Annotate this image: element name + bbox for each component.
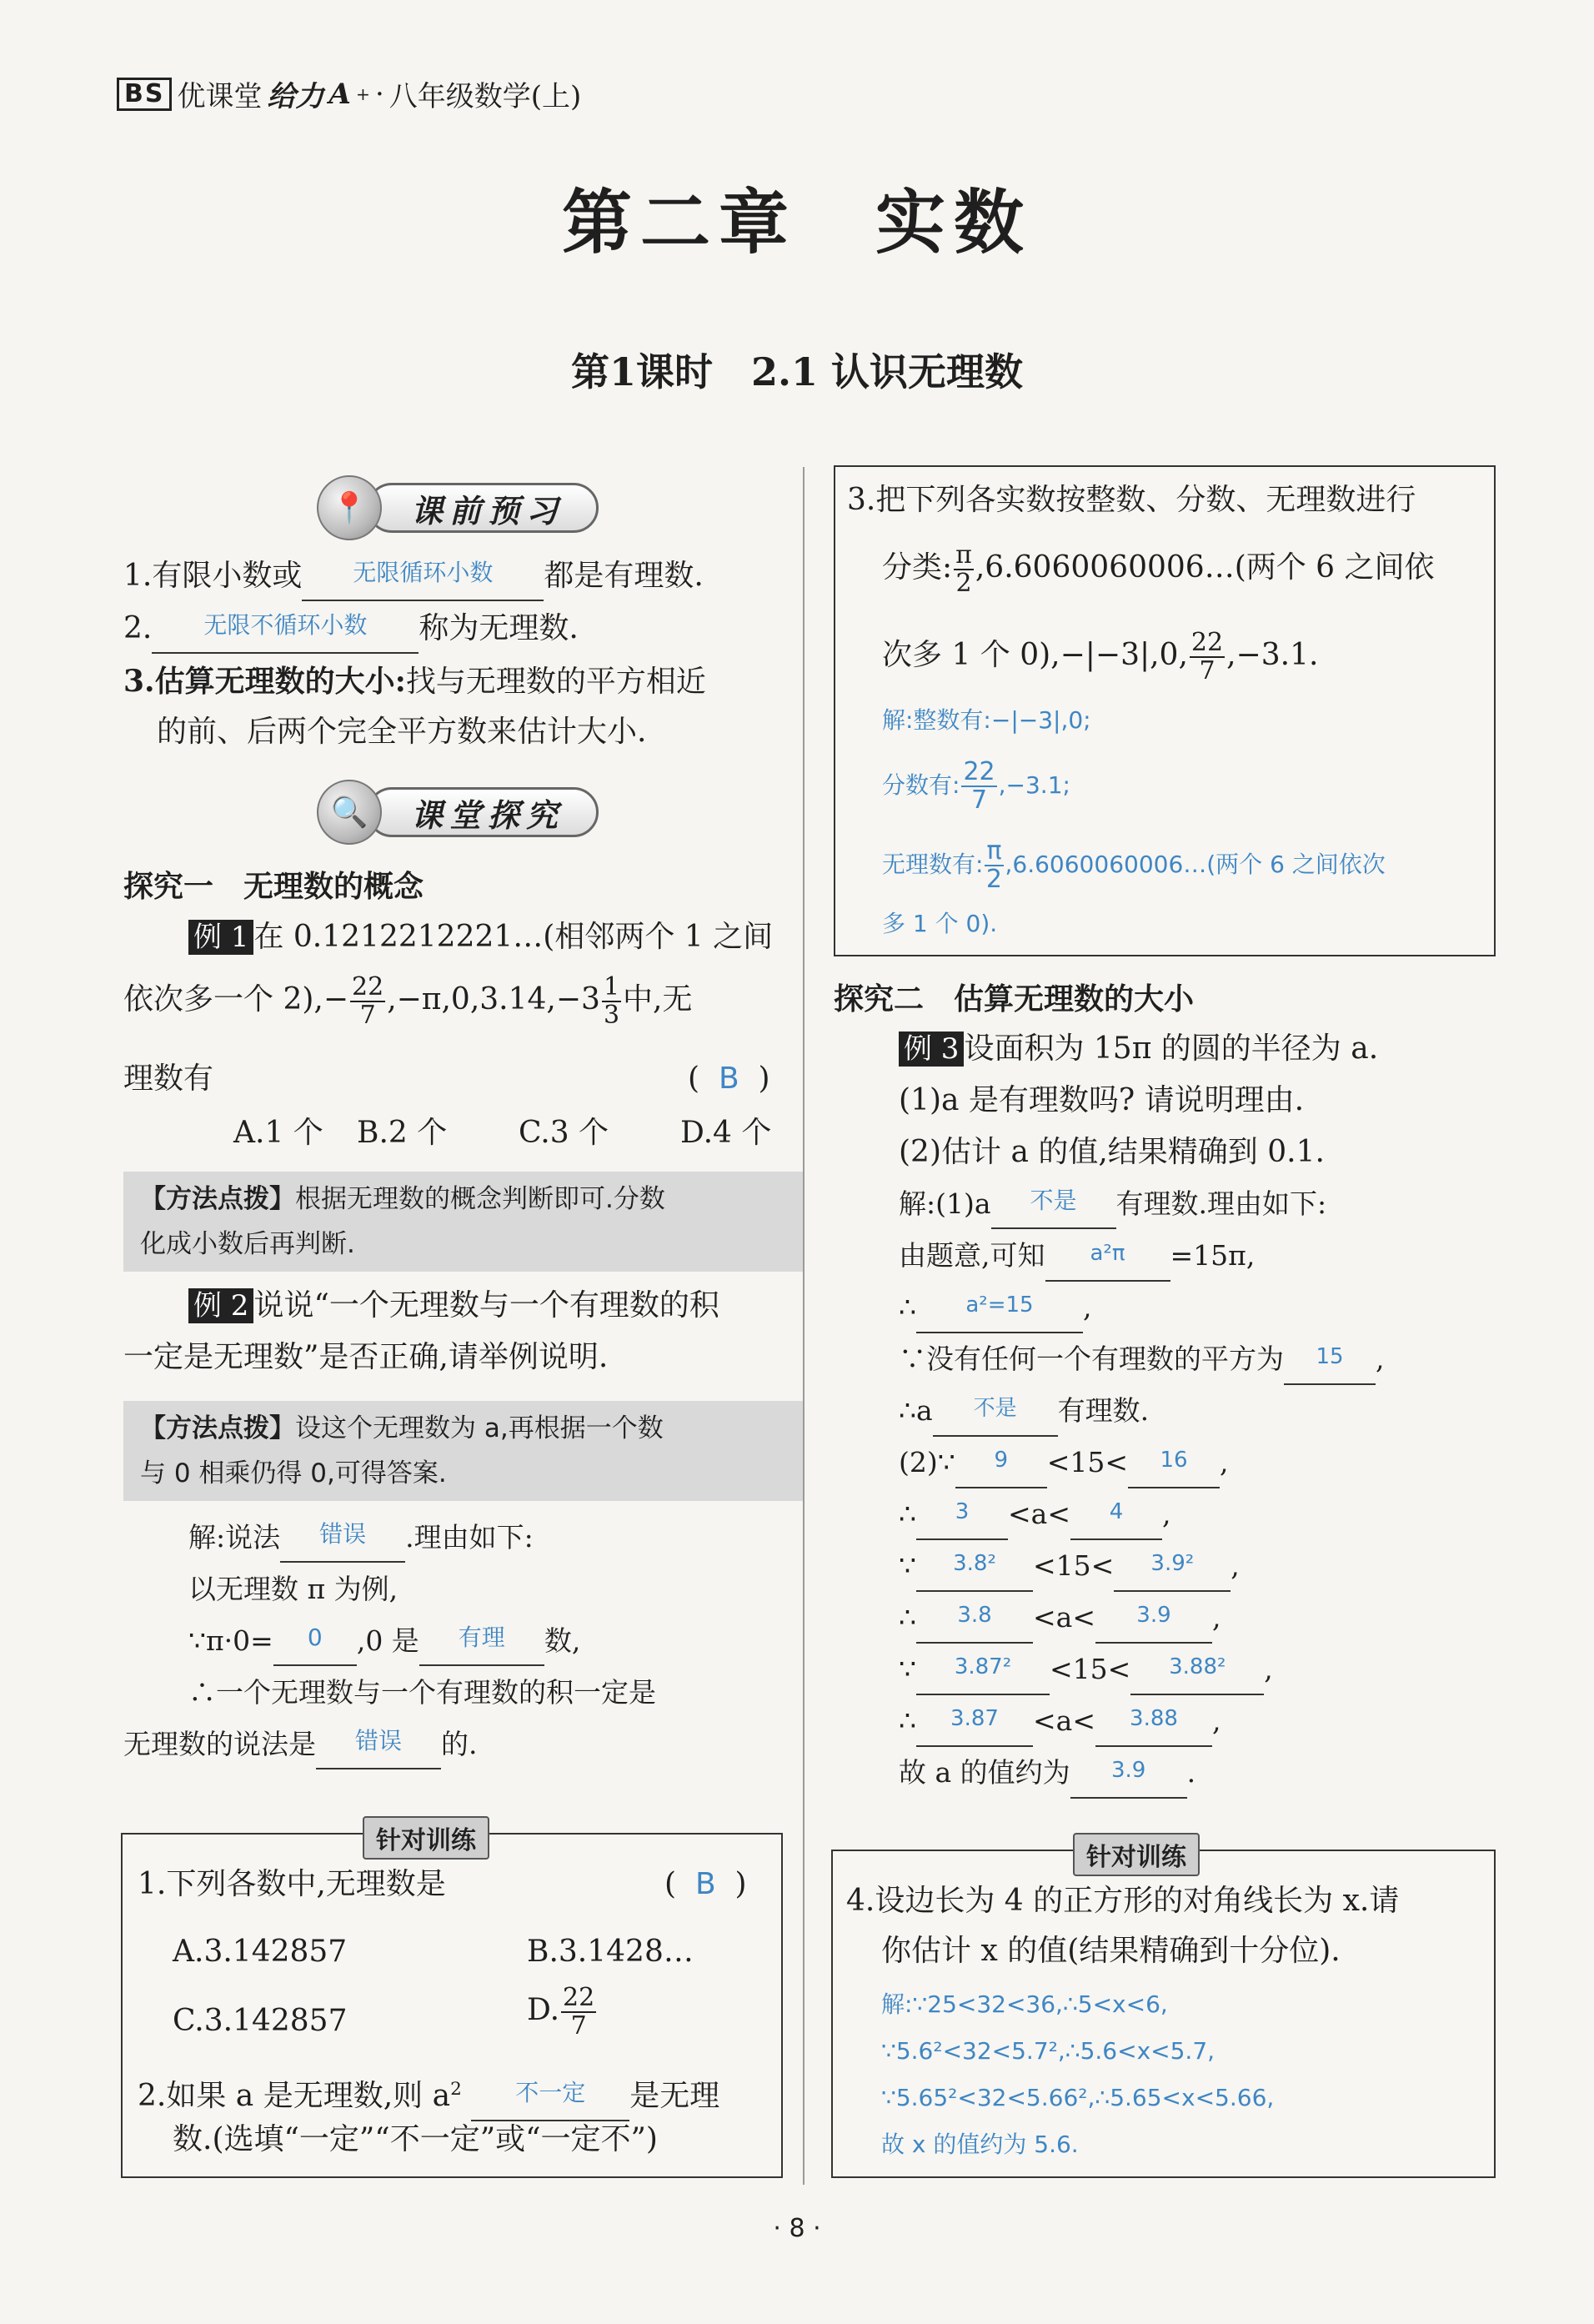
header-separator: · xyxy=(374,77,384,111)
q3-ans4: 多 1 个 0). xyxy=(882,910,998,937)
ex1-frac2 xyxy=(602,974,621,1029)
train1-q1-paren-right: ) xyxy=(734,1867,747,1901)
ex2-sol-text5b: 的. xyxy=(441,1728,478,1760)
ex3-sol10-blank1 xyxy=(916,1648,1050,1695)
ex1-frac2-num: 1 xyxy=(603,972,620,1001)
tip1-text1: 根据无理数的概念判断即可.分数 xyxy=(295,1184,665,1214)
ex3-sol-5 xyxy=(899,1389,1149,1437)
ex3-sol8-answer2: 3.9² xyxy=(1150,1551,1195,1576)
ex1-frac2-den: 3 xyxy=(603,1001,620,1030)
train1-q2-sup: 2 xyxy=(450,2079,462,2100)
ex1-line2 xyxy=(123,974,692,1029)
ex3-sol9-text-end: , xyxy=(1211,1601,1221,1634)
train1-opt-d xyxy=(527,1985,598,2040)
train1-opt-d-frac xyxy=(561,1985,596,2040)
ex3-sol5-text: ∴a xyxy=(899,1394,933,1427)
train1-q2 xyxy=(138,2068,719,2121)
ex3-sol4-text-end: , xyxy=(1376,1343,1385,1375)
explore2-heading: 探究二 估算无理数的大小 xyxy=(834,982,1195,1016)
ex2-sol-line3 xyxy=(188,1619,580,1666)
ex2-sol-line2: 以无理数 π 为例, xyxy=(188,1573,398,1605)
explore-badge xyxy=(317,780,599,845)
ex2-sol-text5a: 无理数的说法是 xyxy=(123,1728,316,1760)
q3-ans2-frac xyxy=(961,759,996,814)
tip1-line1 xyxy=(140,1177,786,1222)
ex3-sol9-blank2 xyxy=(1095,1596,1212,1644)
ex1-answer-paren xyxy=(688,1057,770,1101)
ex3-sol6-text: (2)∵ xyxy=(899,1446,955,1478)
preview-q1-answer: 无限循环小数 xyxy=(353,559,494,586)
ex3-sol2-text: 由题意,可知 xyxy=(899,1239,1045,1272)
tip1-text2: 化成小数后再判断. xyxy=(140,1229,355,1259)
ex3-sol1-blank xyxy=(991,1182,1116,1229)
ex3-sol6-text-mid: <15< xyxy=(1046,1446,1129,1478)
ex3-sol7-text: ∴ xyxy=(899,1498,916,1530)
ex3-sol11-blank1 xyxy=(916,1699,1033,1747)
ex2-sol-answer4: 错误 xyxy=(354,1727,402,1754)
train2-ans2: ∵5.6²<32<5.7²,∴5.6<x<5.7, xyxy=(881,2037,1216,2065)
ex3-sol5-answer: 不是 xyxy=(973,1396,1017,1421)
page-number: · 8 · xyxy=(773,2214,821,2243)
ex1-choice-b: B.2 个 xyxy=(357,1116,448,1150)
ex3-sol7-answer1: 3 xyxy=(955,1499,970,1524)
ex3-sol-12 xyxy=(899,1751,1196,1799)
preview-q3-text: 找与无理数的平方相近 xyxy=(405,665,706,699)
ex3-sol6-answer2: 16 xyxy=(1160,1448,1188,1473)
q3-line1: 3.把下列各实数按整数、分数、无理数进行 xyxy=(847,483,1416,517)
tip1-box xyxy=(123,1172,803,1272)
ex3-sol10-text: ∵ xyxy=(899,1653,916,1685)
preview-q1 xyxy=(123,555,704,601)
ex3-sol3-blank xyxy=(916,1286,1083,1333)
ex1-frac1-num: 22 xyxy=(352,972,384,1001)
train1-q2-cont: 数.(选填“一定”“不一定”或“一定不”) xyxy=(173,2122,658,2156)
book-header xyxy=(117,73,581,114)
q3-text3a: 次多 1 个 0),−|−3|,0, xyxy=(882,638,1188,672)
ex3-sol-3 xyxy=(899,1286,1092,1333)
ex3-sol12-blank xyxy=(1070,1751,1187,1799)
ex2-sol-blank2 xyxy=(273,1619,357,1666)
train1-q1-answer: B xyxy=(694,1867,716,1901)
ex3-sol8-text-mid: <15< xyxy=(1033,1549,1115,1582)
q3-ans3-frac xyxy=(985,838,1003,893)
ex3-sol12-text-end: . xyxy=(1186,1756,1196,1789)
ex3-sol6-answer1: 9 xyxy=(994,1448,1009,1473)
q3-ans2-den: 7 xyxy=(970,786,988,815)
ex2-sol-answer3: 有理 xyxy=(458,1624,505,1651)
ex2-sol-text1: 解:说法 xyxy=(188,1521,281,1554)
tip2-text2: 与 0 相乘仍得 0,可得答案. xyxy=(140,1458,447,1488)
ex3-sol3-answer: a²=15 xyxy=(965,1293,1034,1318)
ex2-line2: 一定是无理数”是否正确,请举例说明. xyxy=(123,1340,609,1374)
ex2-sol-answer2: 0 xyxy=(307,1624,323,1651)
ex2-sol-blank1 xyxy=(280,1516,405,1563)
ex3-sol8-text-end: , xyxy=(1231,1549,1240,1582)
ex3-sol7-blank1 xyxy=(916,1493,1008,1540)
ex3-sol3-text-end: , xyxy=(1083,1291,1092,1323)
ex3-sol11-text-end: , xyxy=(1211,1704,1221,1737)
ex2-sol-text1b: .理由如下: xyxy=(405,1521,534,1554)
q3-ans3-rest: ,6.6060060006…(两个 6 之间依次 xyxy=(1005,851,1386,878)
train1-q2-answer: 不一定 xyxy=(515,2079,586,2106)
ex2-tag: 例 2 xyxy=(188,1288,253,1323)
train1-q2-text-end: 是无理 xyxy=(629,2079,720,2113)
ex3-sol7-answer2: 4 xyxy=(1109,1499,1124,1524)
ex3-sol7-text-end: , xyxy=(1161,1498,1171,1530)
lesson-title: 第1课时 2.1 认识无理数 xyxy=(570,349,1024,394)
ex3-sol11-answer1: 3.87 xyxy=(950,1706,999,1731)
ex3-sol-8 xyxy=(899,1544,1240,1592)
ex2-sol-blank4 xyxy=(316,1723,441,1769)
ex2-sol-text3c: 数, xyxy=(544,1624,581,1657)
ex3-sol2-blank xyxy=(1045,1234,1170,1282)
ex3-line3: (2)估计 a 的值,结果精确到 0.1. xyxy=(899,1135,1325,1169)
preview-q3-bold: 3.估算无理数的大小: xyxy=(123,664,406,699)
ex3-sol11-blank2 xyxy=(1095,1699,1212,1747)
explore1-heading: 探究一 无理数的概念 xyxy=(123,870,424,904)
ex2-sol-line1 xyxy=(188,1516,534,1563)
q3-ans3-label: 无理数有: xyxy=(882,851,984,878)
ex3-line2: (1)a 是有理数吗? 请说明理由. xyxy=(899,1083,1305,1117)
train2-box xyxy=(831,1843,1496,2178)
train1-q1: 1.下列各数中,无理数是 xyxy=(138,1867,446,1901)
ex3-sol6-blank1 xyxy=(955,1441,1047,1488)
q3-frac-den: 7 xyxy=(1199,656,1216,685)
ex1-text2b: ,−π,0,3.14,−3 xyxy=(387,982,600,1016)
train1-q1-paren-left: ( xyxy=(664,1867,677,1901)
train1-opt-d-label: D. xyxy=(527,1993,560,2027)
ex3-sol9-text: ∴ xyxy=(899,1601,916,1634)
tip2-box xyxy=(123,1401,803,1501)
ex1-frac1-den: 7 xyxy=(359,1001,376,1030)
ex1-answer: B xyxy=(718,1062,739,1096)
q3-frac-num: 22 xyxy=(1190,628,1224,657)
q3-frac-pi-num: π xyxy=(955,540,972,570)
train1-q2-text: 2.如果 a 是无理数,则 a xyxy=(138,2079,451,2113)
train1-box xyxy=(121,1826,783,2178)
ex3-line1 xyxy=(899,1027,1378,1071)
ex1-line1 xyxy=(188,916,773,959)
ex3-sol8-blank2 xyxy=(1114,1544,1231,1592)
ex3-text1: 设面积为 15π 的圆的半径为 a. xyxy=(964,1031,1379,1066)
ex3-sol-6 xyxy=(899,1441,1229,1488)
q3-ans3 xyxy=(882,838,1386,893)
q3-text2b: ,6.6060060006…(两个 6 之间依 xyxy=(975,550,1435,585)
q3-box xyxy=(834,465,1496,956)
column-divider xyxy=(803,467,805,2185)
ex2-sol-text3b: ,0 是 xyxy=(356,1624,419,1657)
preview-q3-cont: 的前、后两个完全平方数来估计大小. xyxy=(157,715,647,749)
tip2-label: 【方法点拨】 xyxy=(140,1413,295,1443)
ex2-line1 xyxy=(188,1284,719,1328)
preview-badge-label: 课前预习 xyxy=(367,483,599,533)
train2-line1: 4.设边长为 4 的正方形的对角线长为 x.请 xyxy=(846,1884,1400,1918)
brand-script: 给力 xyxy=(267,80,324,113)
ex3-sol12-text: 故 a 的值约为 xyxy=(899,1756,1070,1789)
chapter-title: 第二章 实数 xyxy=(561,182,1032,264)
ex3-sol8-blank1 xyxy=(916,1544,1033,1592)
ex1-text1: 在 0.1212212221…(相邻两个 1 之间 xyxy=(253,920,774,954)
ex3-sol10-answer2: 3.88² xyxy=(1169,1654,1226,1679)
ex1-paren-right: ) xyxy=(758,1062,770,1096)
train2-head: 针对训练 xyxy=(1073,1833,1200,1876)
q3-frac xyxy=(1190,630,1225,685)
ex2-text1: 说说“一个无理数与一个有理数的积 xyxy=(253,1288,719,1323)
train1-opt-b: B.3.1428… xyxy=(527,1935,694,1969)
ex3-sol5-text-end: 有理数. xyxy=(1057,1394,1150,1427)
ex3-sol6-blank2 xyxy=(1128,1441,1220,1488)
ex3-sol7-text-mid: <a< xyxy=(1008,1498,1070,1530)
ex1-frac1 xyxy=(350,974,385,1029)
explore-badge-label: 课堂探究 xyxy=(367,787,599,837)
ex3-sol10-text-end: , xyxy=(1264,1653,1273,1685)
q3-line2 xyxy=(882,542,1435,597)
train1-head: 针对训练 xyxy=(363,1816,489,1860)
ex3-sol12-answer: 3.9 xyxy=(1110,1758,1146,1783)
preview-badge xyxy=(317,475,599,540)
ex3-sol2-answer: a²π xyxy=(1090,1241,1125,1266)
ex3-sol9-blank1 xyxy=(916,1596,1033,1644)
ex1-choice-a: A.1 个 xyxy=(233,1116,323,1150)
q3-ans2 xyxy=(882,759,1070,814)
train2-ans1: 解:∵25<32<36,∴5<x<6, xyxy=(881,1990,1168,2018)
preview-q1-blank xyxy=(302,555,544,601)
preview-q2-text: 2. xyxy=(123,611,153,645)
ex3-sol5-blank xyxy=(933,1389,1058,1437)
ex1-text2c: 中,无 xyxy=(623,982,693,1016)
ex3-sol1-text-end: 有理数.理由如下: xyxy=(1115,1187,1327,1220)
q3-ans3-num: π xyxy=(986,836,1002,866)
ex1-tag: 例 1 xyxy=(188,920,253,955)
q3-ans3-den: 2 xyxy=(985,865,1003,894)
preview-q3 xyxy=(123,660,706,704)
book-title: 八年级数学(上) xyxy=(388,80,582,113)
q3-ans2-num: 22 xyxy=(963,757,995,786)
ex3-sol-10 xyxy=(899,1648,1273,1695)
preview-q2-answer: 无限不循环小数 xyxy=(203,611,368,639)
ex3-sol7-blank2 xyxy=(1070,1493,1162,1540)
ex3-sol-4 xyxy=(899,1338,1385,1385)
ex3-sol10-blank2 xyxy=(1130,1648,1264,1695)
train2-ans4: 故 x 的值约为 5.6. xyxy=(881,2131,1079,2158)
ex3-sol9-answer2: 3.9 xyxy=(1136,1603,1171,1628)
train1-opt-d-num: 22 xyxy=(563,1983,595,2012)
train2-ans3: ∵5.65²<32<5.66²,∴5.65<x<5.66, xyxy=(881,2084,1275,2111)
preview-q2-text-end: 称为无理数. xyxy=(419,611,579,645)
location-pin-icon: 📍 xyxy=(317,475,382,540)
ex1-line3: 理数有 xyxy=(123,1062,214,1096)
q3-text3b: ,−3.1. xyxy=(1226,638,1319,672)
train1-opt-d-den: 7 xyxy=(570,2011,587,2040)
ex3-sol1-text: 解:(1)a xyxy=(899,1187,991,1220)
ex2-sol-text3a: ∵π·0= xyxy=(188,1624,273,1657)
ex3-sol11-text-mid: <a< xyxy=(1033,1704,1095,1737)
ex3-sol9-answer1: 3.8 xyxy=(957,1603,992,1628)
q3-frac-pi-den: 2 xyxy=(955,569,972,598)
ex3-sol3-text: ∴ xyxy=(899,1291,916,1323)
ex3-sol-2 xyxy=(899,1234,1255,1282)
ex1-choice-c: C.3 个 xyxy=(519,1116,609,1150)
ex3-sol6-text-end: , xyxy=(1220,1446,1229,1478)
tip2-text1: 设这个无理数为 a,再根据一个数 xyxy=(295,1413,664,1443)
magnifier-icon: 🔍 xyxy=(317,780,382,845)
preview-q2-blank xyxy=(152,607,419,654)
ex3-sol10-text-mid: <15< xyxy=(1050,1653,1131,1685)
brand-a: A xyxy=(328,77,351,111)
train1-q2-blank xyxy=(471,2075,629,2121)
ex3-sol4-blank xyxy=(1284,1338,1376,1385)
ex2-sol-line5 xyxy=(123,1723,478,1769)
preview-q2 xyxy=(123,607,579,654)
q3-ans1: 解:整数有:−|−3|,0; xyxy=(882,706,1091,734)
train1-opt-c: C.3.142857 xyxy=(173,2004,348,2038)
ex3-sol-11 xyxy=(899,1699,1221,1747)
ex3-sol9-text-mid: <a< xyxy=(1033,1601,1095,1634)
ex2-sol-answer1: 错误 xyxy=(319,1520,367,1548)
ex3-sol11-text: ∴ xyxy=(899,1704,916,1737)
tip1-label: 【方法点拨】 xyxy=(140,1184,295,1214)
ex3-sol4-answer: 15 xyxy=(1316,1344,1344,1369)
ex3-sol-7 xyxy=(899,1493,1170,1540)
train1-opt-a: A.3.142857 xyxy=(173,1935,348,1969)
ex2-sol-blank3 xyxy=(419,1619,544,1666)
preview-q1-text-end: 都是有理数. xyxy=(544,559,704,593)
ex1-text2a: 依次多一个 2),− xyxy=(123,982,349,1016)
q3-ans2-label: 分数有: xyxy=(882,771,960,799)
ex3-sol-1 xyxy=(899,1182,1326,1229)
ex3-sol-9 xyxy=(899,1596,1221,1644)
ex1-paren-left: ( xyxy=(688,1062,700,1096)
q3-line3 xyxy=(882,630,1318,685)
q3-frac-pi xyxy=(954,542,974,597)
tip2-line1 xyxy=(140,1406,786,1451)
q3-text2a: 分类: xyxy=(882,550,953,585)
preview-q1-text: 1.有限小数或 xyxy=(123,559,303,593)
ex3-sol10-answer1: 3.87² xyxy=(954,1654,1012,1679)
train2-line2: 你估计 x 的值(结果精确到十分位). xyxy=(881,1934,1341,1968)
ex3-sol2-text-end: =15π, xyxy=(1170,1239,1256,1272)
q3-ans2-rest: ,−3.1; xyxy=(998,771,1070,799)
ex3-tag: 例 3 xyxy=(899,1031,964,1067)
ex3-sol8-answer1: 3.8² xyxy=(953,1551,996,1576)
train1-q1-paren xyxy=(664,1863,747,1906)
ex1-choice-d: D.4 个 xyxy=(680,1116,772,1150)
ex2-sol-line4: ∴一个无理数与一个有理数的积一定是 xyxy=(188,1676,656,1709)
publisher-logo: BS xyxy=(117,78,172,111)
ex3-sol8-text: ∵ xyxy=(899,1549,916,1582)
brand-plus: + xyxy=(355,83,370,104)
ex3-sol1-answer: 不是 xyxy=(1030,1187,1077,1214)
ex3-sol4-text: ∵没有任何一个有理数的平方为 xyxy=(899,1343,1284,1375)
ex3-sol11-answer2: 3.88 xyxy=(1130,1706,1178,1731)
brand-name: 优课堂 xyxy=(177,80,263,113)
